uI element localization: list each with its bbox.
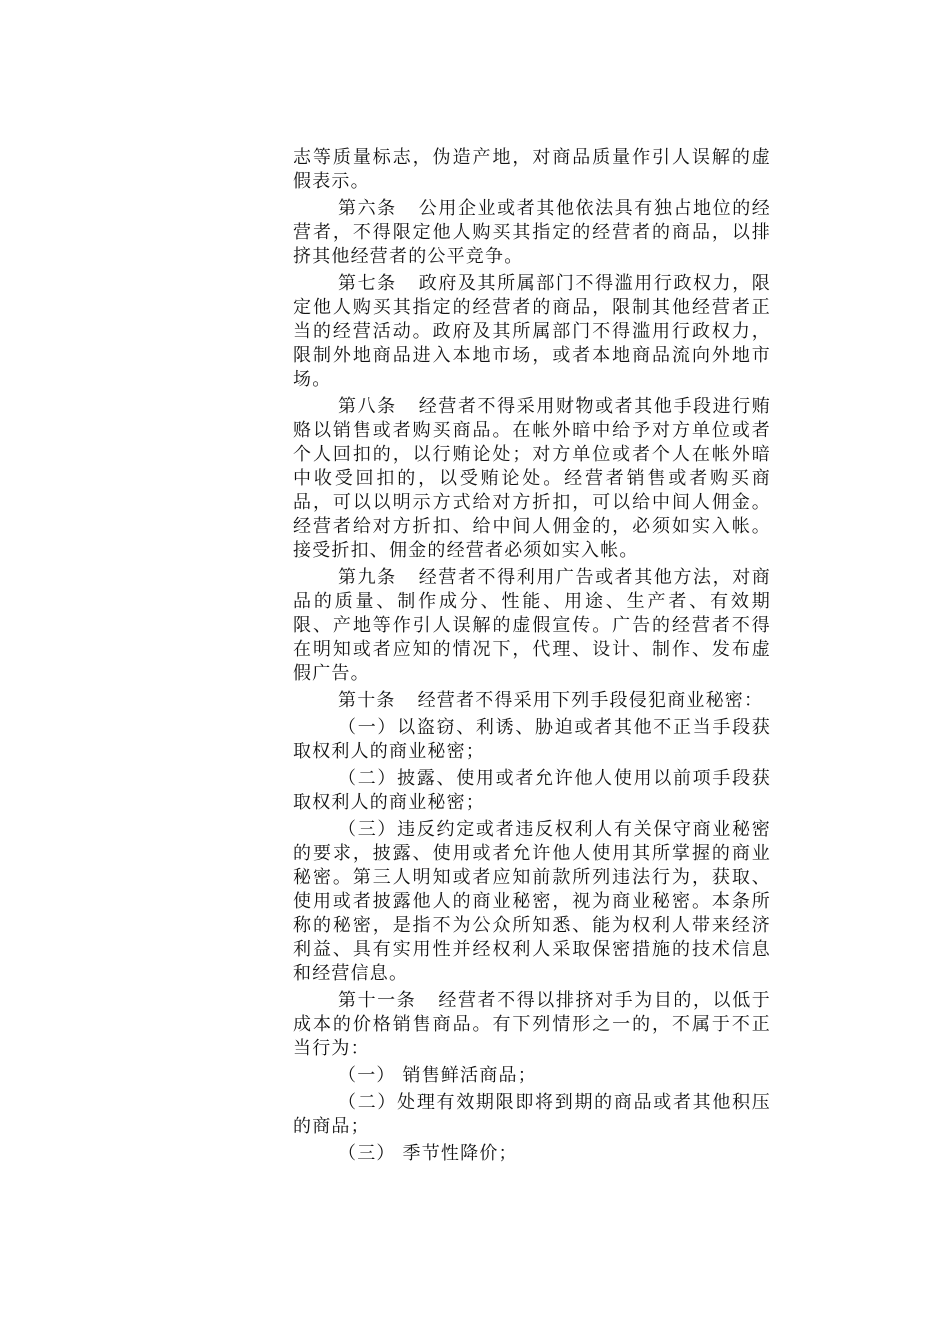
article-text: 经营者不得以排挤对手为目的，以低于成本的价格销售商品。有下列情形之一的，不属于不正当行为： xyxy=(293,990,771,1059)
article-8 xyxy=(293,395,771,563)
paragraph-continuation xyxy=(293,146,771,194)
article-number: 第十一条 xyxy=(338,990,417,1011)
article-number: 第六条 xyxy=(338,198,397,219)
article-number: 第九条 xyxy=(338,567,397,588)
item-text: （二）处理有效期限即将到期的商品或者其他积压的商品； xyxy=(293,1092,771,1137)
article-number: 第十条 xyxy=(338,690,396,711)
item-text: （三） 季节性降价； xyxy=(338,1143,518,1164)
article-text: 经营者不得采用财物或者其他手段进行贿赂以销售或者购买商品。在帐外暗中给予对方单位或者个人回扣的，以行贿论处；对方单位或者个人在帐外暗中收受回扣的，以受贿论处。经营者销售或者购买商品，可以以明示方式给对方折扣，可以给中间人佣金。经营者给对方折扣、给中间人佣金的，必须如实入帐。接受折扣、佣金的经营者必须如实入帐。 xyxy=(293,396,771,561)
article-text: 政府及其所属部门不得滥用行政权力，限定他人购买其指定的经营者的商品，限制其他经营者正当的经营活动。政府及其所属部门不得滥用行政权力，限制外地商品进入本地市场，或者本地商品流向外地市场。 xyxy=(293,273,771,390)
article-text: 公用企业或者其他依法具有独占地位的经营者，不得限定他人购买其指定的经营者的商品，以排挤其他经营者的公平竞争。 xyxy=(293,198,771,267)
item-text: （一）以盗窃、利诱、胁迫或者其他不正当手段获取权利人的商业秘密； xyxy=(293,717,771,762)
list-item xyxy=(293,1142,771,1166)
item-text: （二）披露、使用或者允许他人使用以前项手段获取权利人的商业秘密； xyxy=(293,768,771,813)
article-text: 经营者不得利用广告或者其他方法，对商品的质量、制作成分、性能、用途、生产者、有效期限、产地等作引人误解的虚假宣传。广告的经营者不得在明知或者应知的情况下，代理、设计、制作、发布虚假广告。 xyxy=(293,567,771,684)
article-9 xyxy=(293,566,771,686)
article-7 xyxy=(293,272,771,392)
paragraph-text: 志等质量标志，伪造产地，对商品质量作引人误解的虚假表示。 xyxy=(293,147,771,192)
list-item xyxy=(293,818,771,986)
article-text: 经营者不得采用下列手段侵犯商业秘密： xyxy=(417,690,764,711)
article-10 xyxy=(293,689,771,713)
item-text: （三）违反约定或者违反权利人有关保守商业秘密的要求，披露、使用或者允许他人使用其所掌握的商业秘密。第三人明知或者应知前款所列违法行为，获取、使用或者披露他人的商业秘密，视为商业秘密。本条所称的秘密，是指不为公众所知悉、能为权利人带来经济利益、具有实用性并经权利人采取保密措施的技术信息和经营信息。 xyxy=(293,819,771,984)
article-6 xyxy=(293,197,771,269)
article-number: 第八条 xyxy=(338,396,397,417)
item-text: （一） 销售鲜活商品； xyxy=(338,1065,537,1086)
list-item xyxy=(293,716,771,764)
article-number: 第七条 xyxy=(338,273,397,294)
list-item xyxy=(293,767,771,815)
document-body xyxy=(293,146,771,1166)
article-11 xyxy=(293,989,771,1061)
list-item xyxy=(293,1064,771,1088)
list-item xyxy=(293,1091,771,1139)
